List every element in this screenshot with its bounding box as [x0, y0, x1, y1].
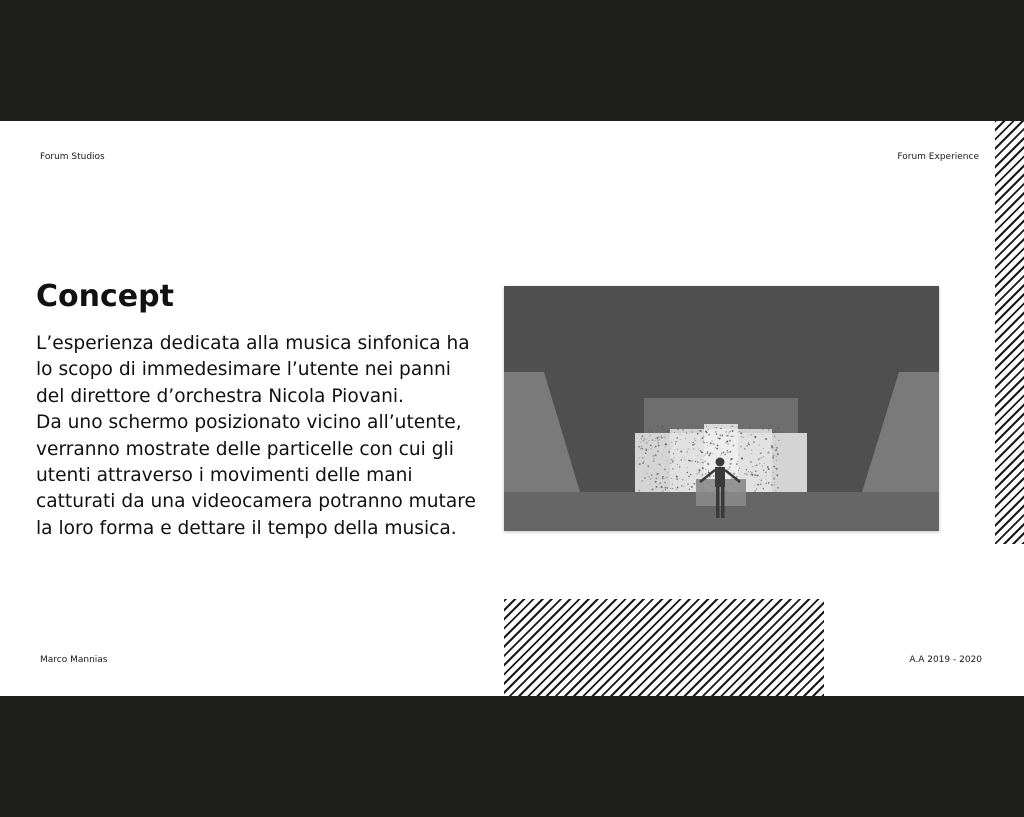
letterbox-top [0, 0, 1024, 121]
author-label: Marco Mannias [40, 655, 108, 665]
decorative-stripes-bottom [504, 599, 824, 696]
academic-year-label: A.A 2019 - 2020 [909, 655, 982, 665]
brand-label: Forum Studios [40, 152, 105, 162]
slide [0, 121, 1024, 696]
letterbox-bottom [0, 696, 1024, 817]
decorative-stripes-right [995, 121, 1024, 544]
project-label: Forum Experience [897, 152, 979, 162]
concept-description: L’esperienza dedicata alla musica sinfonica ha lo scopo di immedesimare l’utente nei panni del direttore d’orchestra Nicola Piovani. Da uno schermo posizionato vicino all’utente, verranno mostrate delle particelle con cui gli utenti attraverso i movimenti delle mani catturati da una videocamera potranno mutare la loro forma e dettare il tempo della musica. [36, 333, 476, 539]
stage-render-illustration [504, 286, 939, 531]
concept-render-image [504, 286, 939, 531]
page-title: Concept [36, 279, 174, 314]
